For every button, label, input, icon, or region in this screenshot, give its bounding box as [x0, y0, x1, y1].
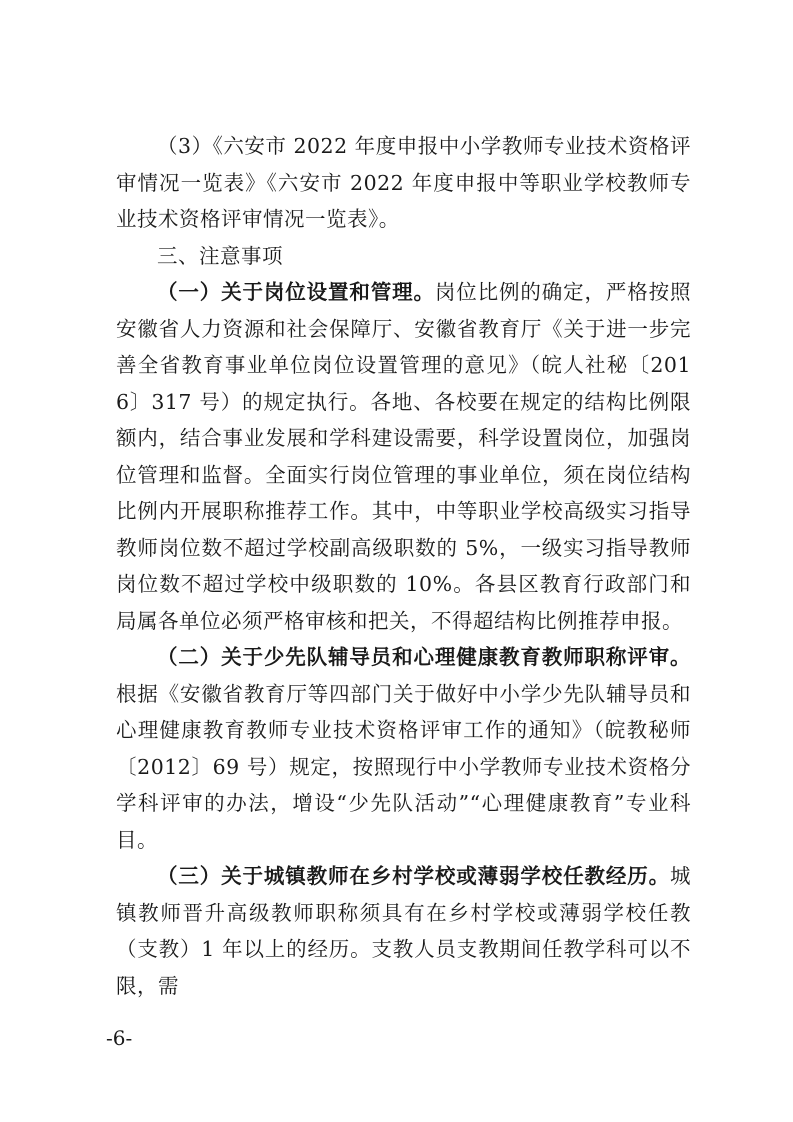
paragraph-bold-lead: （三）关于城镇教师在乡村学校或薄弱学校任教经历。 [157, 864, 670, 888]
paragraph-text: 岗位比例的确定，严格按照安徽省人力资源和社会保障厅、安徽省教育厅《关于进一步完善全省教育事业单位岗位设置管理的意见》（皖人社秘〔2016〕317 号）的规定执行。各地、各校要在规定的结构比例限额内，结合事业发展和学科建设需要，科学设置岗位，加强岗位管理和监督。全面实行岗位管理的事业单位，须在岗位结构比例内开展职称推荐工作。其中，中等职业学校高级实习指导教师岗位数不超过学校副高级职数的 5%，一级实习指导教师岗位数不超过学校中级职数的 10%。各县区教育行政部门和局属各单位必须严格审核和把关，不得超结构比例推荐申报。 [116, 280, 691, 633]
section-heading-text: 三、注意事项 [157, 243, 283, 268]
paragraph-rural-teaching [116, 858, 691, 1004]
paragraph-text: （3）《六安市 2022 年度申报中小学教师专业技术资格评审情况一览表》《六安市 2022 年度申报中等职业学校教师专业技术资格评审情况一览表》。 [116, 134, 691, 231]
paragraph-text: 城镇教师晋升高级教师职称须具有在乡村学校或薄弱学校任教（支教）1 年以上的经历。支教人员支教期间任教学科可以不限，需 [116, 864, 691, 998]
section-heading-notes [116, 238, 691, 275]
paragraph-young-pioneers [116, 639, 691, 858]
document-body [116, 128, 691, 1004]
paragraph-text: 根据《安徽省教育厅等四部门关于做好中小学少先队辅导员和心理健康教育教师专业技术资格评审工作的通知》（皖教秘师〔2012〕69 号）规定，按照现行中小学教师专业技术资格分学科评审的办法，增设“少先队活动”“心理健康教育”专业科目。 [116, 681, 691, 852]
paragraph-bold-lead: （二）关于少先队辅导员和心理健康教育教师职称评审。 [157, 645, 691, 669]
paragraph-post-setting [116, 274, 691, 639]
paragraph-attachment-3 [116, 128, 691, 238]
page-number: -6- [106, 1026, 133, 1050]
paragraph-bold-lead: （一）关于岗位设置和管理。 [157, 280, 435, 304]
